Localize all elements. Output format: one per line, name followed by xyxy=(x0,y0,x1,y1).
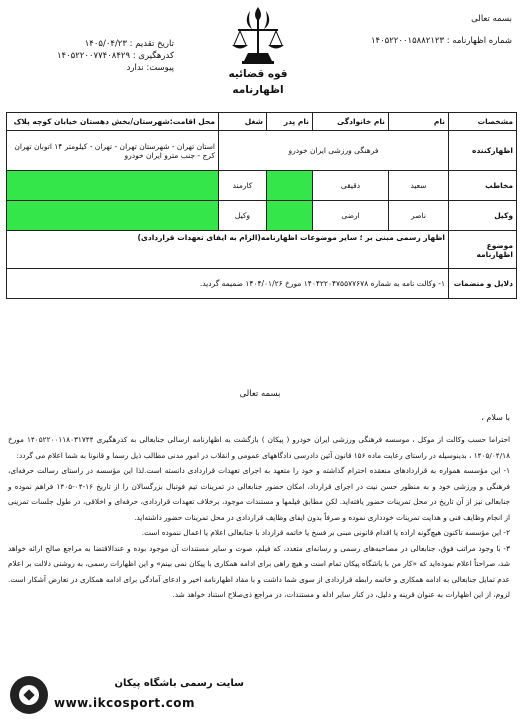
header-left xyxy=(14,38,174,74)
redacted-cell xyxy=(7,171,219,201)
bismillah-top: بسمه تعالی xyxy=(471,14,512,24)
header-cell: محل اقامت:شهرستان/بخش دهستان خیابان کوچه پلاک xyxy=(7,113,219,131)
subject-value: اظهار رسمی مبنی بر ؛ سایر موضوعات اظهارنامه(الزام به ایفای تعهدات قراردادی) xyxy=(7,231,449,269)
header-cell: نام xyxy=(389,113,449,131)
body-paragraph: ۱- این مؤسسه همواره به قراردادهای منعقده احترام گذاشته و خود را متعهد به اجرای تعهدات قراردادی دانسته است.لذا این مؤسسه در راستای رسالت حرفه‌ای، فرهنگی و ورزشی خود و به منظور حسن نیت در اجرای قرارداد، امکان حضور جنابعالی در تمرینات تیم فوتبال بزرگسالان را از تاریخ ۱۶-۰۴-۱۴۰۵ فراهم نموده و جنابعالی نیز از آن تاریخ در محل تمرینات حضور یافته‌اید. لکن مطابق فیلمها و مستندات موجود، برخلاف تعهدات قراردادی، حرفه‌ای و اخلاقی، در طول جلسات تمرینی از انجام وظایف فنی و هدایت تمرینات خودداری نموده و صرفاً بدون ایفای وظایف قراردادی در محل تمرینات حضور داشته‌اید. xyxy=(8,466,511,522)
attachment: پیوست: ندارد xyxy=(126,63,174,73)
greeting: با سلام ، xyxy=(481,413,510,422)
body-title: بسمه تعالی xyxy=(239,389,281,399)
claimant-address: استان تهران - شهرستان تهران - تهران - کیلومتر ۱۴ اتوبان تهران کرج - جنب مترو ایران خودرو xyxy=(7,131,219,171)
judiciary-emblem-icon xyxy=(228,5,288,67)
table-row-reasons xyxy=(7,269,517,299)
notice-body xyxy=(8,432,510,603)
body-paragraph: ۳- با وجود مراتب فوق، جنابعالی در مصاحبه‌های رسمی و رسانه‌ای متعدد، که فیلم، صوت و سایر مستندات آن موجود بوده و عندالاقتضا به مراجع صالح ارائه خواهد شد، صراحتاً اعلام نموده‌اید که «کار من با باشگاه پیکان تمام است و هیچ راهی برای ادامه همکاری با پیکان نمی بینم» و این اظهارات رسمی، به روشنی دلالت بر اعلام عدم تمایل جنابعالی به ادامه همکاری و خاتمه رابطه قراردادی از سوی شما داشت و با مفاد اظهارنامه اخیر و ادعای آمادگی برای ادامه همکاری در تعارض آشکار است. لزوم، از این اظهارات به عنوان قرینه و دلیل، در کنار سایر ادله و مستندات، در مراجع ذی‌صلاح استناد خواهد شد. xyxy=(8,543,510,599)
body-paragraph: احتراما حسب وکالت از موکل ، موسسه فرهنگی ورزشی ایران خودرو ( پیکان ) بازگشت به اظهارنامه ارسالی جنابعالی به کدرهگیری ۱۴۰۵۲۲۰۰۱۱۸۰۳۱۷۴۴ مورخ ۱۴۰۵/۰۴/۱۸ ، بدینوسیله در راستای رعایت ماده ۱۵۶ قانون آئین دادرسی دادگاههای عمومی و انقلاب در امور مدنی مطالب ذیل رسما و قانونا به شما اعلام می گردد: xyxy=(8,435,510,460)
header-cell: نام خانوادگی xyxy=(313,113,389,131)
addressee-job: کارمند xyxy=(219,171,267,201)
lawyer-job: وکیل xyxy=(219,201,267,231)
redacted-cell xyxy=(267,171,313,201)
table-row-addressee xyxy=(7,171,517,201)
table-header-row xyxy=(7,113,517,131)
club-logo-icon xyxy=(10,676,48,714)
row-label: دلایل و منضمات xyxy=(449,269,517,299)
body-paragraph: ۲- این مؤسسه تاکنون هیچ‌گونه اراده یا اقدام قانونی مبنی بر فسخ یا خاتمه قرارداد با جنابعالی اعلام یا اعمال ننموده است. xyxy=(141,528,510,537)
notice-table xyxy=(6,112,517,299)
doc-title: اظهارنامه xyxy=(232,84,284,96)
header-right xyxy=(362,8,512,52)
lawyer-first-name: ناصر xyxy=(389,201,449,231)
claimant-name: فرهنگی ورزشی ایران خودرو xyxy=(219,131,449,171)
table-row-claimant xyxy=(7,131,517,171)
row-label: اظهارکننده xyxy=(449,131,517,171)
header-cell: مشخصات xyxy=(449,113,517,131)
redacted-cell xyxy=(7,201,219,231)
row-label: مخاطب xyxy=(449,171,517,201)
lawyer-last-name: ارضی xyxy=(313,201,389,231)
reasons-value: ۱- وکالت نامه به شماره ۱۴۰۴۲۲۰۴۷۵۵۷۷۶۷۸ مورخ ۱۴۰۴/۰۱/۲۶ ضمیمه گردید. xyxy=(7,269,449,299)
watermark-url: www.ikcosport.com xyxy=(54,696,196,710)
redacted-cell xyxy=(267,201,313,231)
addressee-last-name: دقیقی xyxy=(313,171,389,201)
watermark-title: سایت رسمی باشگاه پیکان xyxy=(114,678,244,689)
addressee-first-name: سعید xyxy=(389,171,449,201)
org-block xyxy=(205,66,311,98)
table-row-subject xyxy=(7,231,517,269)
org-name: قوه قضائیه xyxy=(228,68,288,80)
tracking-code: کدرهگیری : ۱۴۰۵۲۲۰۰۷۷۴۰۸۴۲۹ xyxy=(56,51,174,61)
submission-date: تاریخ تقدیم : ۱۴۰۵/۰۴/۲۳ xyxy=(84,39,174,49)
watermark xyxy=(10,676,250,716)
row-label: موضوع اظهارنامه xyxy=(449,231,517,269)
header-cell: شغل xyxy=(219,113,267,131)
header-cell: نام پدر xyxy=(267,113,313,131)
row-label: وکیل xyxy=(449,201,517,231)
table-row-lawyer xyxy=(7,201,517,231)
notice-number: شماره اظهارنامه : ۱۴۰۵۲۲۰۰۱۵۸۸۲۱۲۳ xyxy=(370,36,512,46)
